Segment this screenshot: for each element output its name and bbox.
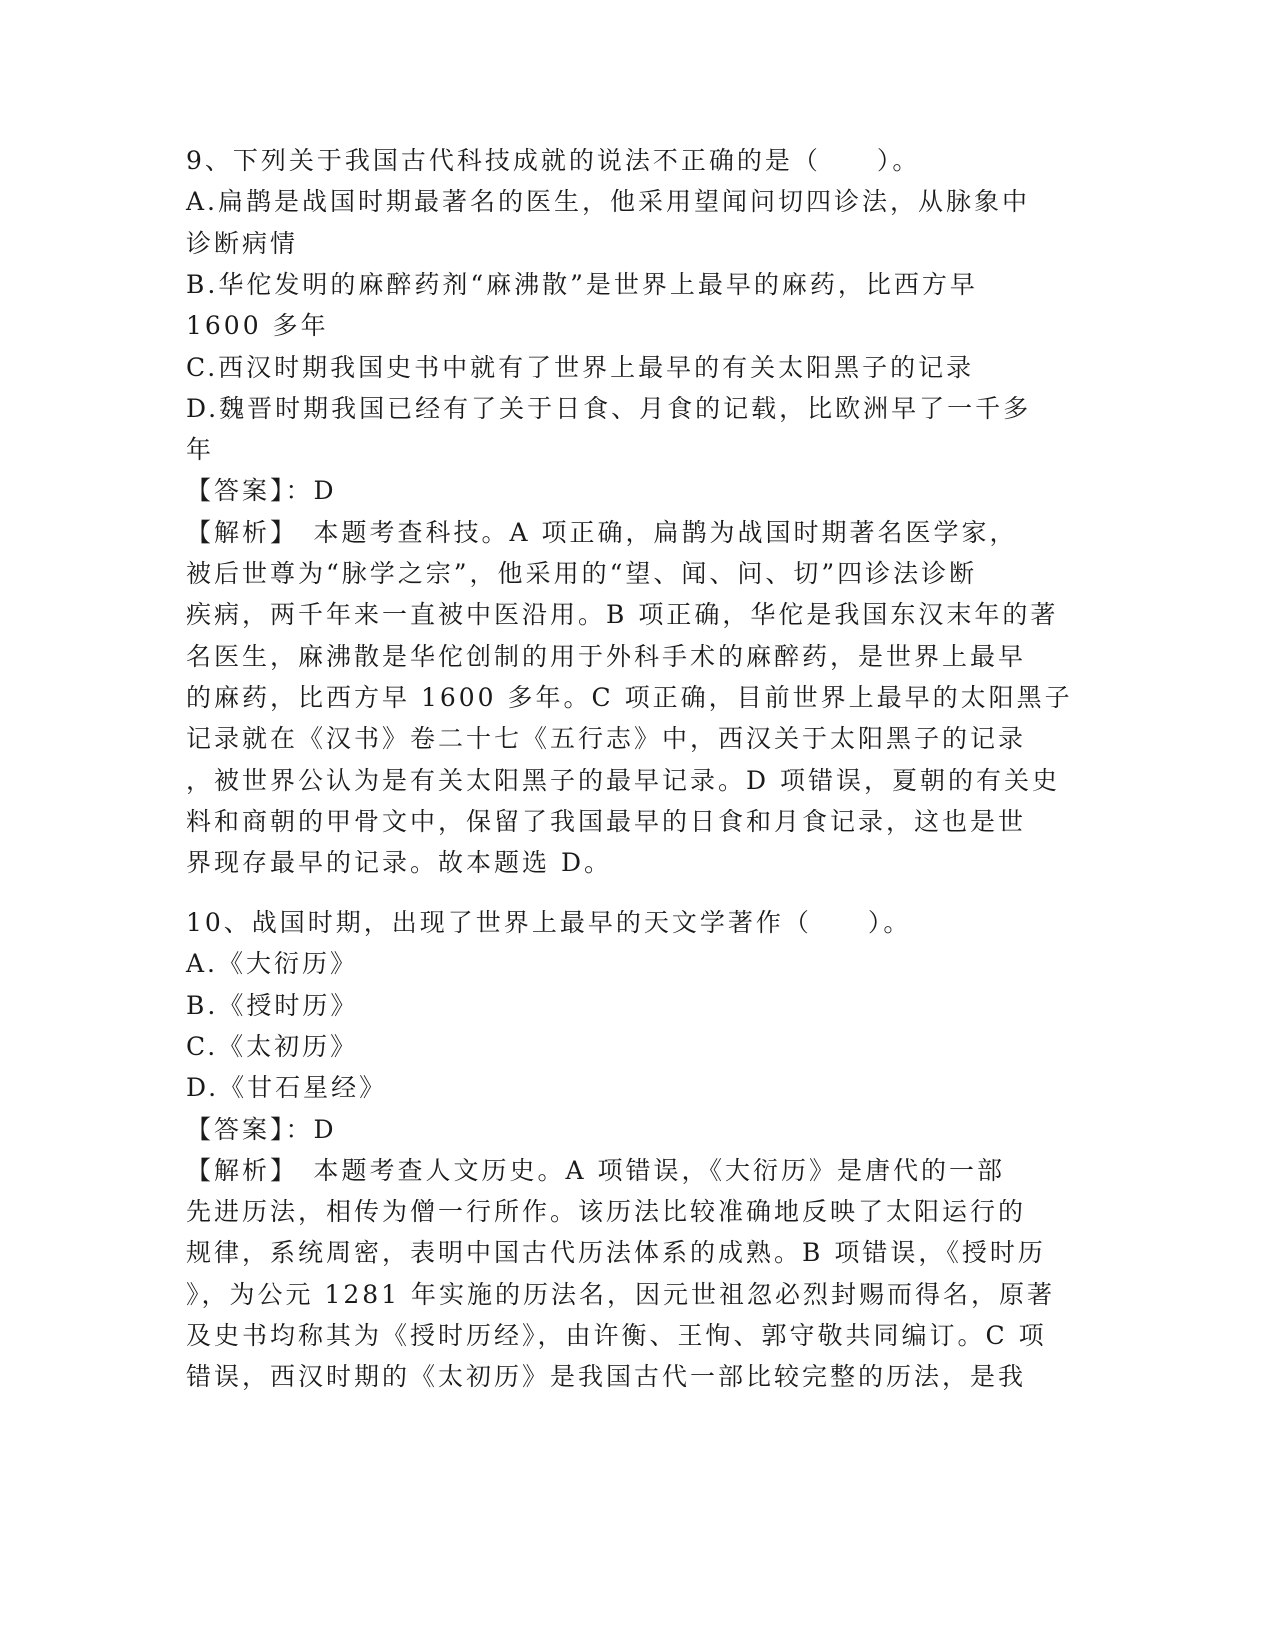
analysis-line: 【解析】 本题考查科技。A 项正确，扁鹊为战国时期著名医学家， [186, 517, 1018, 547]
answer-line: 【答案】：D [186, 476, 337, 506]
analysis-line: 疾病，两千年来一直被中医沿用。B 项正确，华佗是我国东汉末年的著 [186, 600, 1059, 630]
option-d: D.魏晋时期我国已经有了关于日食、月食的记载，比欧洲早了一千多 [186, 393, 1032, 423]
question-stem: 10、战国时期，出现了世界上最早的天文学著作（ ）。 [186, 908, 912, 937]
analysis-line: 》，为公元 1281 年实施的历法名，因元世祖忽必烈封赐而得名，原著 [186, 1279, 1056, 1309]
analysis-line: 的麻药，比西方早 1600 多年。C 项正确，目前世界上最早的太阳黑子 [186, 682, 1073, 712]
option-b-cont: 1600 多年 [186, 311, 329, 341]
option-d: D.《甘石星经》 [186, 1073, 388, 1103]
option-d-cont: 年 [186, 435, 215, 465]
option-b: B.华佗发明的麻醉药剂“麻沸散”是世界上最早的麻药，比西方早 [186, 269, 978, 299]
option-a-cont: 诊断病情 [186, 228, 299, 258]
analysis-line: 被后世尊为“脉学之宗”，他采用的“望、闻、问、切”四诊法诊断 [186, 559, 978, 588]
analysis-line: 名医生，麻沸散是华佗创制的用于外科手术的麻醉药，是世界上最早 [186, 641, 1027, 671]
option-c: C.《太初历》 [186, 1031, 359, 1061]
analysis-line: 【解析】 本题考查人文历史。A 项错误，《大衍历》是唐代的一部 [186, 1155, 1006, 1185]
analysis-line: 记录就在《汉书》卷二十七《五行志》中，西汉关于太阳黑子的记录 [186, 724, 1027, 754]
option-c: C.西汉时期我国史书中就有了世界上最早的有关太阳黑子的记录 [186, 352, 975, 382]
analysis-line: 规律，系统周密，表明中国古代历法体系的成熟。B 项错误，《授时历 [186, 1238, 1046, 1268]
analysis-line: 料和商朝的甲骨文中，保留了我国最早的日食和月食记录，这也是世 [186, 806, 1027, 836]
answer-line: 【答案】：D [186, 1114, 337, 1144]
analysis-line: 先进历法，相传为僧一行所作。该历法比较准确地反映了太阳运行的 [186, 1197, 1027, 1227]
option-a: A.《大衍历》 [186, 949, 359, 979]
analysis-line: 及史书均称其为《授时历经》，由许衡、王恂、郭守敬共同编订。C 项 [186, 1321, 1047, 1350]
option-b: B.《授时历》 [186, 990, 359, 1020]
analysis-line: 界现存最早的记录。故本题选 D。 [186, 848, 612, 878]
analysis-line: 错误，西汉时期的《太初历》是我国古代一部比较完整的历法，是我 [186, 1362, 1027, 1392]
option-a: A.扁鹊是战国时期最著名的医生，他采用望闻问切四诊法，从脉象中 [186, 187, 1031, 217]
analysis-line: ，被世界公认为是有关太阳黑子的最早记录。D 项错误，夏朝的有关史 [186, 765, 1060, 795]
question-stem: 9、下列关于我国古代科技成就的说法不正确的是（ ）。 [186, 146, 921, 175]
